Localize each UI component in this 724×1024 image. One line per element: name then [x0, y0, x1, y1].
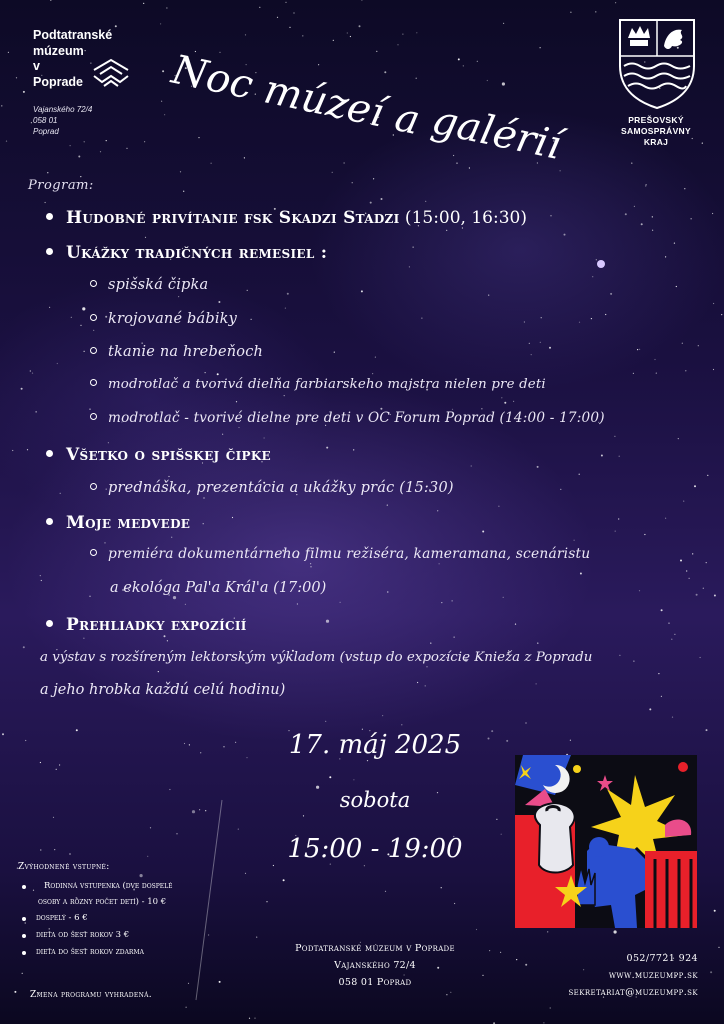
program-subitem-text: prednáška, prezentácia a ukážky prác (15:30)	[108, 480, 454, 496]
program-subitem-text: spišská čipka	[108, 277, 209, 293]
program-item-title: Hudobné privítanie fsk Skadzi Stadzi	[66, 208, 400, 228]
program-subitem-text: modrotlač a tvorivá dielňa farbiarskeho majstra nielen pre deti	[108, 377, 546, 392]
program-subitem	[90, 546, 590, 562]
program-item-description: a výstav s rozšíreným lektorským výkladom (vstup do expozície Knieža z Popradu	[40, 650, 593, 665]
address-line: 058 01	[33, 116, 58, 125]
event-title	[150, 20, 630, 190]
event-day: sobota	[339, 788, 411, 812]
museum-address	[33, 104, 92, 137]
program-item-times: (15:00, 16:30)	[399, 208, 527, 228]
prices-title: Zvýhodnené vstupné:	[18, 862, 110, 872]
region-name-line: PREŠOVSKÝ	[628, 115, 684, 125]
program-item	[46, 445, 271, 465]
bullet-icon	[46, 620, 53, 627]
program-item	[46, 513, 190, 533]
circle-bullet-icon	[90, 314, 97, 321]
price-item: dospelý - 6 €	[18, 910, 173, 927]
museum-logo-icon	[90, 56, 132, 90]
program-item-title: Moje medvede	[66, 513, 191, 533]
title-text-part2: galérií	[427, 96, 566, 169]
program-subitem	[90, 344, 263, 360]
program-subitem-continuation: a ekológa Pal'a Král'a (17:00)	[110, 580, 327, 596]
bullet-icon	[46, 248, 53, 255]
region-name-line: SAMOSPRÁVNY	[621, 126, 691, 136]
bullet-icon	[46, 450, 53, 457]
event-date: 17. máj 2025	[288, 730, 462, 760]
program-subitem-text: premiéra dokumentárneho filmu režiséra, kameramana, scenáristu	[108, 546, 591, 562]
email-link[interactable]: sekretariat@muzeumpp.sk	[568, 987, 698, 998]
program-item	[46, 615, 247, 635]
program-item-title: Ukážky tradičných remesiel :	[66, 243, 328, 263]
footer-address-line: 058 01 Poprad	[338, 977, 412, 988]
price-list	[18, 878, 173, 961]
program-item	[46, 243, 327, 263]
program-subitem-text: krojované bábiky	[108, 311, 238, 327]
program-subitem	[90, 480, 454, 496]
program-item-title: Prehliadky expozícií	[66, 615, 247, 635]
footer-address	[260, 940, 490, 991]
circle-bullet-icon	[90, 483, 97, 490]
museum-name-line: Poprade	[33, 74, 84, 89]
address-line: Vajanského 72/4	[33, 105, 93, 114]
program-subitem	[90, 377, 546, 392]
festival-artwork	[515, 755, 697, 928]
bullet-icon	[46, 213, 53, 220]
region-name-line: KRAJ	[643, 137, 669, 147]
circle-bullet-icon	[90, 549, 97, 556]
price-item: dieťa do šesť rokov zdarma	[18, 944, 173, 961]
price-item-continuation: osoby a rôzny počet detí) - 10 €	[38, 897, 167, 907]
circle-bullet-icon	[90, 280, 97, 287]
program-subitem-text: modrotlač - tvorivé dielne pre deti v OC Forum Poprad (14:00 - 17:00)	[108, 410, 605, 426]
website-link[interactable]: www.muzeumpp.sk	[608, 970, 698, 981]
address-line: Poprad	[33, 127, 59, 136]
footer-contacts	[530, 950, 698, 1001]
program-item-title: Všetko o spišskej čipke	[66, 445, 271, 465]
program-subitem-text: tkanie na hrebeňoch	[108, 344, 264, 360]
program-item-description: a jeho hrobka každú celú hodinu)	[40, 682, 286, 698]
bullet-icon	[46, 518, 53, 525]
title-text-part1: Noc múzeí a	[167, 46, 424, 145]
museum-name-line: v	[33, 59, 40, 73]
circle-bullet-icon	[90, 413, 97, 420]
phone-number[interactable]: 052/7721 924	[626, 953, 698, 964]
footer-address-line: Vajanského 72/4	[334, 960, 416, 971]
program-item	[46, 208, 527, 228]
circle-bullet-icon	[90, 347, 97, 354]
program-subitem	[90, 410, 605, 426]
museum-name-line: Podtatranské	[33, 28, 113, 42]
program-label: Program:	[28, 178, 94, 193]
footer-address-line: Podtatranské múzeum v Poprade	[295, 943, 455, 954]
museum-name-line: múzeum	[33, 43, 84, 58]
program-subitem	[90, 277, 208, 293]
program-change-note: Zmena programu vyhradená.	[30, 990, 152, 1000]
program-subitem	[90, 311, 237, 327]
event-hours: 15:00 - 19:00	[287, 834, 463, 864]
circle-bullet-icon	[90, 379, 97, 386]
price-item: Rodinná vstupenka (dve dospelé	[18, 878, 173, 894]
price-item: dieťa od šesť rokov 3 €	[18, 927, 173, 944]
